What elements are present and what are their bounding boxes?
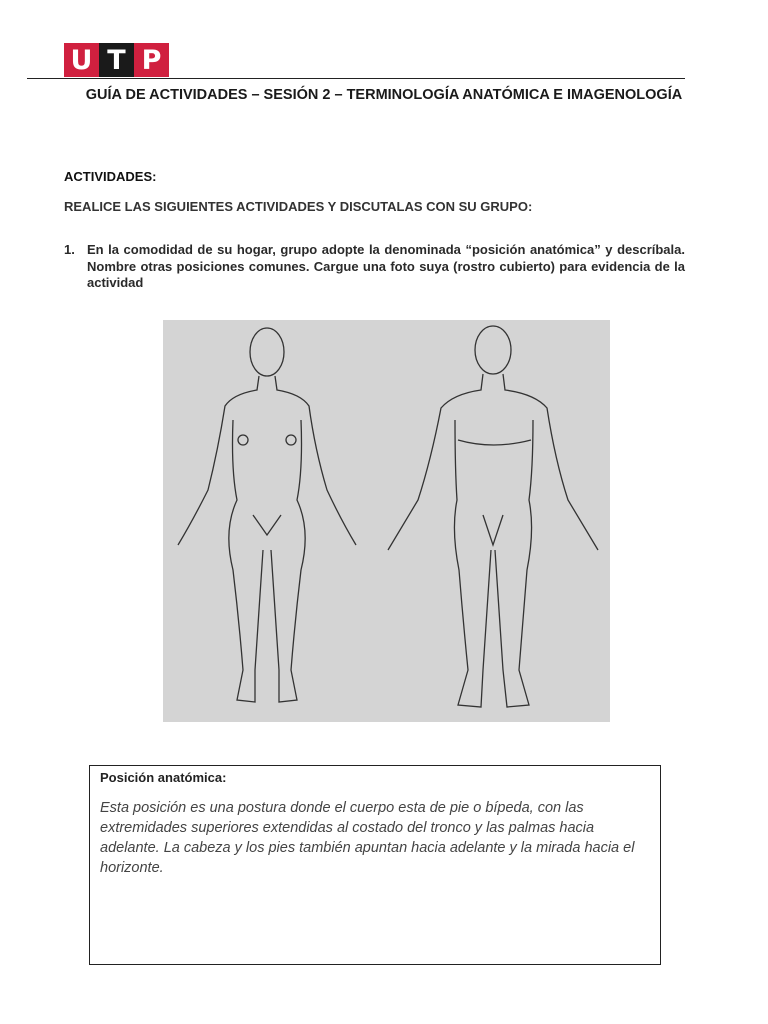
anatomical-position-illustration [163, 320, 610, 722]
logo-letter-p: P [134, 43, 169, 77]
answer-box [89, 765, 661, 965]
list-item [64, 242, 685, 292]
answer-label: Posición anatómica: [100, 770, 227, 785]
answer-text: Esta posición es una postura donde el cuerpo esta de pie o bípeda, con las extremidades superiores extendidas al costado del tronco y las palmas hacia adelante. La cabeza y los pies también apuntan hacia adelante y la mirada hacia el horizonte. [100, 800, 635, 876]
section-heading: ACTIVIDADES: [64, 169, 157, 184]
instruction-text: REALICE LAS SIGUIENTES ACTIVIDADES Y DISCUTALAS CON SU GRUPO: [64, 199, 533, 214]
item-number: 1. [64, 242, 75, 257]
document-title: GUÍA DE ACTIVIDADES – SESIÓN 2 – TERMINOLOGÍA ANATÓMICA E IMAGENOLOGÍA [85, 87, 683, 103]
logo-letter-t: T [99, 43, 134, 77]
item-text: En la comodidad de su hogar, grupo adopte la denominada “posición anatómica” y descríbala. Nombre otras posiciones comunes. Cargue una foto suya (rostro cubierto) para evidencia de la actividad [87, 242, 685, 290]
male-figure [388, 326, 598, 707]
header-divider [27, 78, 685, 79]
logo-letter-u: U [64, 43, 99, 77]
utp-logo [64, 43, 169, 77]
female-figure [178, 328, 356, 702]
